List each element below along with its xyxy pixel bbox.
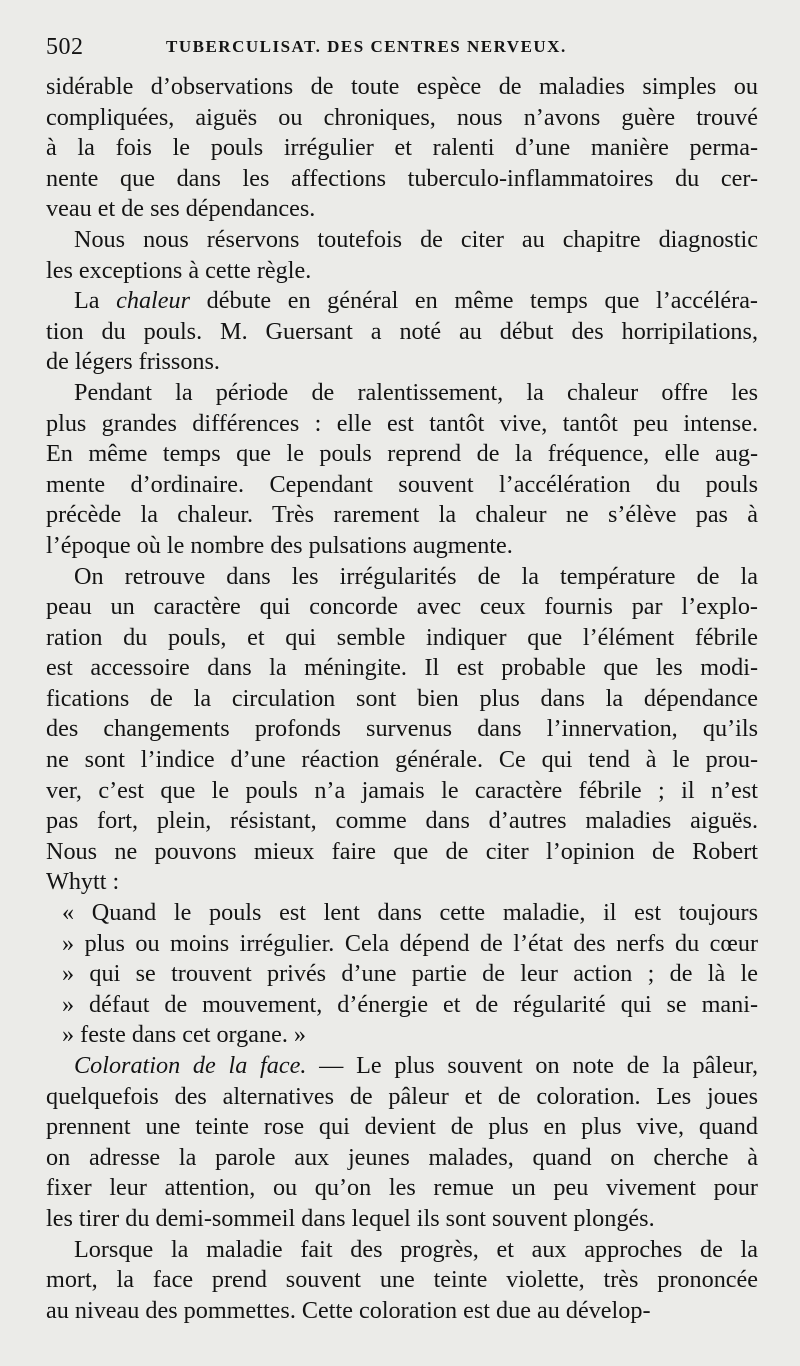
text-line: Lorsque la maladie fait des progrès, et aux approches de la	[74, 1235, 758, 1263]
text-line: sidérable d’observations de toute espèce de maladies simples ou	[46, 73, 758, 100]
text-line: » plus ou moins irrégulier. Cela dépend de l’état des nerfs du cœur	[62, 929, 758, 957]
text-line: de légers frissons.	[46, 348, 220, 376]
paragraph	[46, 72, 758, 225]
text-line: précède la chaleur. Très rarement la chaleur ne s’élève pas à	[46, 501, 758, 529]
text-line: » feste dans cet organe. »	[62, 1021, 307, 1049]
body-text	[46, 72, 758, 1326]
text-line: les exceptions à cette règle.	[46, 256, 312, 284]
text-line: quelquefois des alternatives de pâleur et de coloration. Les joues	[46, 1082, 758, 1110]
italic-term: Coloration de la face.	[74, 1052, 307, 1079]
italic-term: chaleur	[116, 287, 191, 315]
line-lead: La	[74, 287, 117, 315]
text-line: au niveau des pommettes. Cette coloration est due au dévelop-	[46, 1296, 651, 1324]
page-header	[46, 34, 760, 68]
text-line: à la fois le pouls irrégulier et ralenti d’une manière perma-	[46, 134, 758, 162]
paragraph	[46, 1235, 758, 1327]
paragraph	[46, 225, 758, 286]
text-line: pas fort, plein, résistant, comme dans d’autres maladies aiguës.	[46, 807, 758, 835]
text-line: Nous nous réservons toutefois de citer au chapitre diagnostic	[74, 225, 758, 253]
text-line: ne sont l’indice d’une réaction générale. Ce qui tend à le prou-	[46, 746, 758, 774]
text-line: fications de la circulation sont bien plus dans la dépendance	[46, 684, 758, 712]
em-dash: —	[306, 1052, 357, 1079]
text-line: est accessoire dans la méningite. Il est probable que les modi-	[46, 654, 758, 682]
text-line: Pendant la période de ralentissement, la chaleur offre les	[74, 378, 758, 406]
text-line: nente que dans les affections tuberculo-inflammatoires du cer-	[46, 164, 758, 192]
text-line: compliquées, aiguës ou chroniques, nous n’avons guère trouvé	[46, 103, 758, 131]
text-line: On retrouve dans les irrégularités de la température de la	[74, 562, 758, 590]
paragraph	[46, 562, 758, 899]
page-number: 502	[46, 34, 84, 60]
line-text: Le plus souvent on note de la pâleur,	[356, 1052, 759, 1079]
text-line: les tirer du demi-sommeil dans lequel ils sont souvent plongés.	[46, 1204, 655, 1232]
text-line: » qui se trouvent privés d’une partie de leur action ; de là le	[62, 960, 758, 988]
text-line: » défaut de mouvement, d’énergie et de régularité qui se mani-	[62, 990, 758, 1018]
text-line: prennent une teinte rose qui devient de plus en plus vive, quand	[46, 1113, 758, 1141]
text-line: on adresse la parole aux jeunes malades, quand on cherche à	[46, 1143, 758, 1171]
text-line	[46, 1051, 758, 1082]
text-line: des changements profonds survenus dans l’innervation, qu’ils	[46, 715, 758, 743]
paragraph	[46, 286, 758, 378]
text-line: mente d’ordinaire. Cependant souvent l’accélération du pouls	[46, 470, 758, 498]
text-line: Nous ne pouvons mieux faire que de citer l’opinion de Robert	[46, 837, 758, 865]
text-line: En même temps que le pouls reprend de la fréquence, elle aug-	[46, 440, 758, 468]
line-text: débute en général en même temps que l’accéléra-	[190, 287, 758, 315]
text-line: « Quand le pouls est lent dans cette maladie, il est toujours	[62, 899, 758, 927]
text-line: plus grandes différences : elle est tantôt vive, tantôt peu intense.	[46, 409, 758, 437]
paragraph	[46, 378, 758, 562]
text-line: ration du pouls, et qui semble indiquer que l’élément fébrile	[46, 623, 758, 651]
paragraph	[46, 1051, 758, 1235]
running-title: TUBERCULISAT. DES CENTRES NERVEUX.	[166, 37, 567, 56]
text-line: peau un caractère qui concorde avec ceux fournis par l’explo-	[46, 593, 758, 621]
text-line: veau et de ses dépendances.	[46, 195, 316, 223]
text-line: fixer leur attention, ou qu’on les remue un peu vivement pour	[46, 1174, 758, 1202]
text-line: tion du pouls. M. Guersant a noté au début des horripilations,	[46, 317, 758, 345]
text-line: Whytt :	[46, 868, 120, 896]
text-line: mort, la face prend souvent une teinte violette, très prononcée	[46, 1266, 758, 1294]
quotation-block	[46, 898, 758, 1051]
text-line	[46, 286, 758, 317]
text-line: ver, c’est que le pouls n’a jamais le caractère fébrile ; il n’est	[46, 776, 758, 804]
text-line: l’époque où le nombre des pulsations augmente.	[46, 531, 513, 559]
